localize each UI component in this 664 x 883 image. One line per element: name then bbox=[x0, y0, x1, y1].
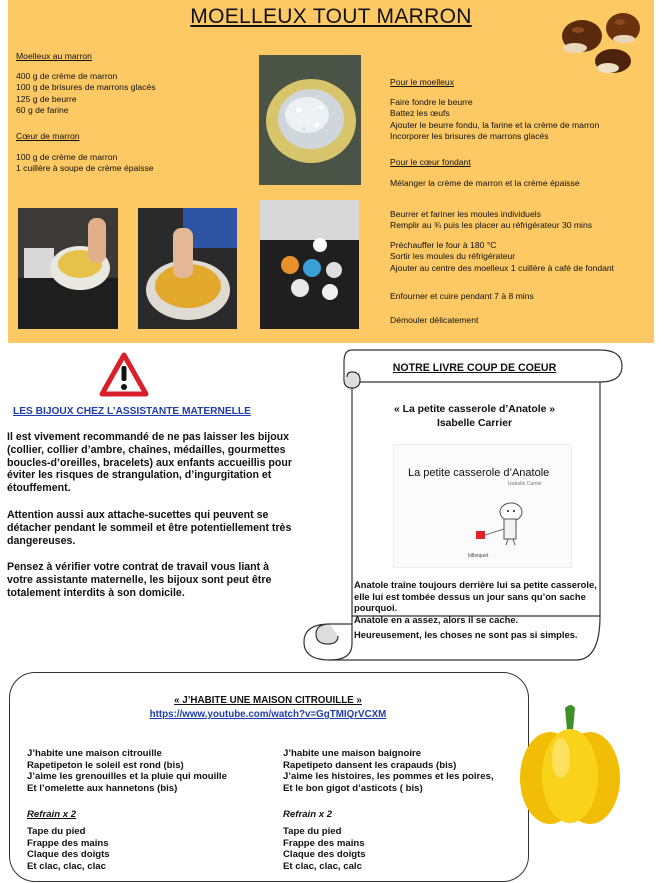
book-author: Isabelle Carrier bbox=[436, 418, 513, 429]
lyric-line: Claque des doigts bbox=[283, 849, 366, 861]
cover-title: La petite casserole d’Anatole bbox=[408, 467, 550, 479]
lyric-line: Frappe des mains bbox=[27, 837, 109, 849]
recipe-title: MOELLEUX TOUT MARRON bbox=[190, 5, 472, 28]
step: Battez les œufs bbox=[390, 108, 450, 119]
lyric-line: Et le bon gigot d’asticots ( bis) bbox=[283, 783, 423, 795]
lyric-line: Frappe des mains bbox=[283, 837, 365, 849]
lyric-line: Rapetipeton le soleil est rond (bis) bbox=[27, 759, 184, 771]
text-line: Attention aussi aux attache-sucettes qui peuvent se bbox=[7, 509, 269, 521]
pumpkin-icon bbox=[515, 700, 625, 828]
cover-author: Isabelle Carrier bbox=[508, 481, 542, 487]
text-line: détacher pendant le sommeil et être potentiellement très bbox=[7, 521, 292, 534]
photo-mixing-2 bbox=[138, 208, 237, 329]
step: Ajouter le beurre fondu, la farine et la crème de marron bbox=[390, 119, 600, 130]
cover-publisher: bilboquet bbox=[468, 553, 489, 559]
photo-moulds bbox=[260, 200, 359, 329]
text-line: Anatole traîne toujours derrière lui sa petite casserole, bbox=[354, 579, 597, 590]
verse-right bbox=[283, 748, 494, 795]
coeur-ingredients bbox=[16, 152, 154, 175]
lyric-line: J’habite une maison citrouille bbox=[27, 748, 162, 759]
bijoux-paragraph-3 bbox=[7, 561, 317, 599]
photo-mixing-1 bbox=[18, 208, 118, 329]
lyric-line: Et clac, clac, calc bbox=[283, 861, 362, 873]
ingredient: 100 g de brisures de marrons glacés bbox=[16, 82, 156, 93]
chestnuts-illustration bbox=[558, 6, 648, 76]
moelleux-ingredients bbox=[16, 71, 156, 117]
ingredient: 100 g de crème de marron bbox=[16, 152, 118, 162]
step: Beurrer et fariner les moules individuels bbox=[390, 209, 541, 219]
text-line: éviter les risques de strangulation, d’ingurgitation et bbox=[7, 469, 272, 482]
text-line: Pensez à vérifier votre contrat de travail vous liant à bbox=[7, 561, 270, 573]
bijoux-title: LES BIJOUX CHEZ L’ASSISTANTE MATERNELLE bbox=[13, 406, 251, 417]
recipe-banner bbox=[8, 0, 654, 343]
step: Démouler délicatement bbox=[390, 315, 479, 325]
text-line: totalement interdits à son domicile. bbox=[7, 586, 185, 599]
lyric-line: Rapetipeto dansent les crapauds (bis) bbox=[283, 759, 457, 771]
text-line: Anatole en a assez, alors il se cache. bbox=[354, 614, 519, 626]
refrain-right: Refrain x 2 bbox=[283, 809, 333, 820]
text-line: Il est vivement recommandé de ne pas laisser les bijoux bbox=[7, 431, 290, 443]
refrain-left: Refrain x 2 bbox=[27, 809, 77, 820]
step: Préchauffer le four à 180 °C bbox=[390, 240, 497, 250]
steps-moelleux bbox=[390, 97, 599, 143]
bijoux-paragraph-1 bbox=[7, 431, 317, 495]
text-line: elle lui est tombée dessus un jour sans qu’on sache bbox=[354, 590, 586, 602]
text-line: (collier, collier d’ambre, chaînes, médailles, gourmettes bbox=[7, 443, 286, 456]
steps-moelleux-heading: Pour le moelleux bbox=[390, 77, 455, 87]
moelleux-heading: Moelleux au marron bbox=[16, 51, 92, 61]
text-line: votre assistante maternelle, les bijoux sont peut être bbox=[7, 573, 272, 586]
ingredient: 400 g de crème de marron bbox=[16, 71, 118, 81]
book-cover bbox=[393, 444, 572, 568]
step: Sortir les moules du réfrigérateur bbox=[390, 251, 516, 262]
photo-plate bbox=[259, 55, 361, 185]
lyric-line: J’aime les grenouilles et la pluie qui mouille bbox=[27, 771, 227, 783]
ingredient: 125 g de beurre bbox=[16, 93, 77, 104]
step: Ajouter au centre des moelleux 1 cuillère à café de fondant bbox=[390, 262, 615, 273]
gestes-left bbox=[27, 826, 110, 873]
lyric-line: Et clac, clac, clac bbox=[27, 861, 106, 873]
gestes-right bbox=[283, 826, 366, 873]
step: Mélanger la crème de marron et la crème épaisse bbox=[390, 178, 580, 188]
livre-heading: NOTRE LIVRE COUP DE COEUR bbox=[392, 362, 557, 374]
step: Remplir au ¾ puis les placer au réfrigérateur 30 mins bbox=[390, 220, 593, 231]
chanson-title: « J’HABITE UNE MAISON CITROUILLE » bbox=[174, 695, 362, 706]
lyric-line: J’aime les histoires, les pommes et les poires, bbox=[283, 771, 494, 783]
text-line: boucles-d’oreilles, bracelets) aux enfants accueillis pour bbox=[7, 456, 292, 469]
lyric-line: Tape du pied bbox=[27, 826, 86, 837]
text-line: pourquoi. bbox=[354, 602, 398, 614]
lyric-line: Tape du pied bbox=[283, 826, 342, 837]
text-line: étouffement. bbox=[7, 482, 71, 495]
lyric-line: Claque des doigts bbox=[27, 849, 110, 861]
ingredient: 60 g de farine bbox=[16, 105, 69, 116]
step: Enfourner et cuire pendant 7 à 8 mins bbox=[390, 291, 534, 301]
book-title: « La petite casserole d’Anatole » bbox=[393, 404, 556, 415]
warning-icon bbox=[99, 352, 149, 398]
ingredient: 1 cuillère à soupe de crème épaisse bbox=[16, 163, 154, 174]
coeur-heading: Cœur de marron bbox=[16, 131, 80, 141]
chanson-link[interactable]: https://www.youtube.com/watch?v=GgTMIQrVCXM bbox=[149, 709, 387, 720]
bijoux-paragraph-2 bbox=[7, 509, 317, 547]
book-description bbox=[354, 579, 614, 641]
step: Faire fondre le beurre bbox=[390, 97, 473, 107]
anatole-illustration bbox=[464, 497, 534, 547]
steps-coeur-heading: Pour le cœur fondant bbox=[390, 157, 471, 167]
verse-left bbox=[27, 748, 227, 795]
lyric-line: J’habite une maison baignoire bbox=[283, 748, 422, 759]
steps-group-1 bbox=[390, 209, 592, 232]
lyric-line: Et l’omelette aux hannetons (bis) bbox=[27, 783, 178, 795]
step: Incorporer les brisures de marrons glacés bbox=[390, 131, 549, 142]
text-line: dangereuses. bbox=[7, 534, 76, 547]
steps-group-2 bbox=[390, 240, 614, 274]
text-line: Heureusement, les choses ne sont pas si simples. bbox=[354, 628, 578, 640]
